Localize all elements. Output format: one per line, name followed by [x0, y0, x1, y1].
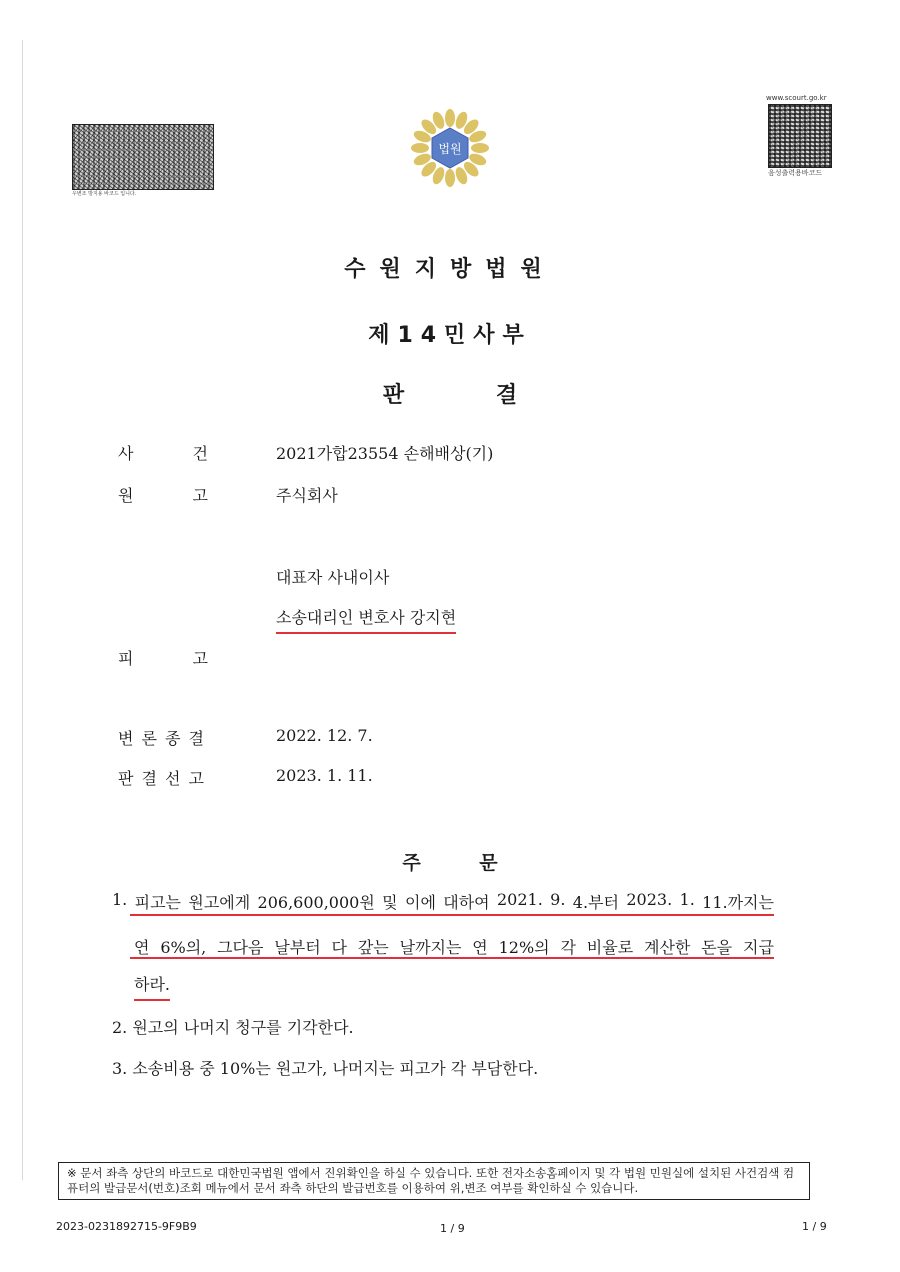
case-label: 사 건	[118, 444, 208, 463]
scan-edge-line	[22, 40, 23, 1180]
judgment-date-label: 판 결 선 고	[118, 769, 204, 788]
authenticity-notice: ※ 문서 좌측 상단의 바코드로 대한민국법원 앱에서 진위확인을 하실 수 있습니다. 또한 전자소송홈페이지 및 각 법원 민원실에 설치된 사건검색 컴퓨터의 발급문서(번호)조회 메뉴에서 문서 좌측 하단의 발급번호를 이용하여 위,변조 여부를 확인하실 수 있습니다.	[58, 1162, 810, 1200]
emblem-petal	[445, 109, 455, 127]
court-emblem-icon	[406, 108, 494, 188]
order-item-2: 2. 원고의 나머지 청구를 기각한다.	[112, 1018, 354, 1037]
qr-caption: 음성출력용바코드	[768, 169, 823, 177]
document-type: 판 결	[382, 383, 518, 408]
emblem-petal	[411, 143, 429, 153]
authenticity-barcode	[72, 124, 214, 190]
order-item-1-line-2: 연 6%의, 그다음 날부터 다 갚는 날까지는 연 12%의 각 비율로 계산한 돈을 지급	[134, 938, 774, 957]
order-item-1-line-3: 하라.	[134, 972, 170, 1001]
emblem-text: 법원	[438, 142, 462, 156]
page-number-center: 1 / 9	[440, 1222, 465, 1235]
emblem-petal	[445, 169, 455, 187]
plaintiff-name: 주식회사	[276, 486, 338, 505]
judgment-date: 2023. 1. 11.	[276, 766, 373, 785]
qr-url: www.scourt.go.kr	[766, 94, 827, 102]
plaintiff-representative: 대표자 사내이사	[276, 568, 390, 587]
division-name: 제14민사부	[368, 323, 532, 348]
court-name: 수원지방법원	[344, 257, 556, 282]
plaintiff-label: 원 고	[118, 486, 208, 505]
underline-order-1	[130, 914, 774, 916]
page-number-right: 1 / 9	[802, 1220, 827, 1233]
order-item-1-line-1: 1. 피고는 원고에게 206,600,000원 및 이에 대하여 2021. 9. 4.부터 2023. 1. 11.까지는	[112, 890, 774, 912]
order-item-3: 3. 소송비용 중 10%는 원고가, 나머지는 피고가 각 부담한다.	[112, 1059, 539, 1078]
plaintiff-attorney: 소송대리인 변호사 강지현	[276, 605, 456, 634]
document-issue-number: 2023-0231892715-9F9B9	[56, 1220, 197, 1233]
defendant-label: 피 고	[118, 649, 208, 668]
emblem-petal	[471, 143, 489, 153]
case-number: 2021가합23554 손해배상(기)	[276, 444, 494, 463]
barcode-caption: 우변조 방지용 바코드 입니다.	[72, 191, 137, 197]
order-heading: 주 문	[402, 852, 498, 874]
qr-code	[768, 104, 832, 168]
hearing-closed-label: 변 론 종 결	[118, 729, 204, 748]
hearing-closed-date: 2022. 12. 7.	[276, 726, 373, 745]
underline-order-2	[130, 957, 774, 959]
